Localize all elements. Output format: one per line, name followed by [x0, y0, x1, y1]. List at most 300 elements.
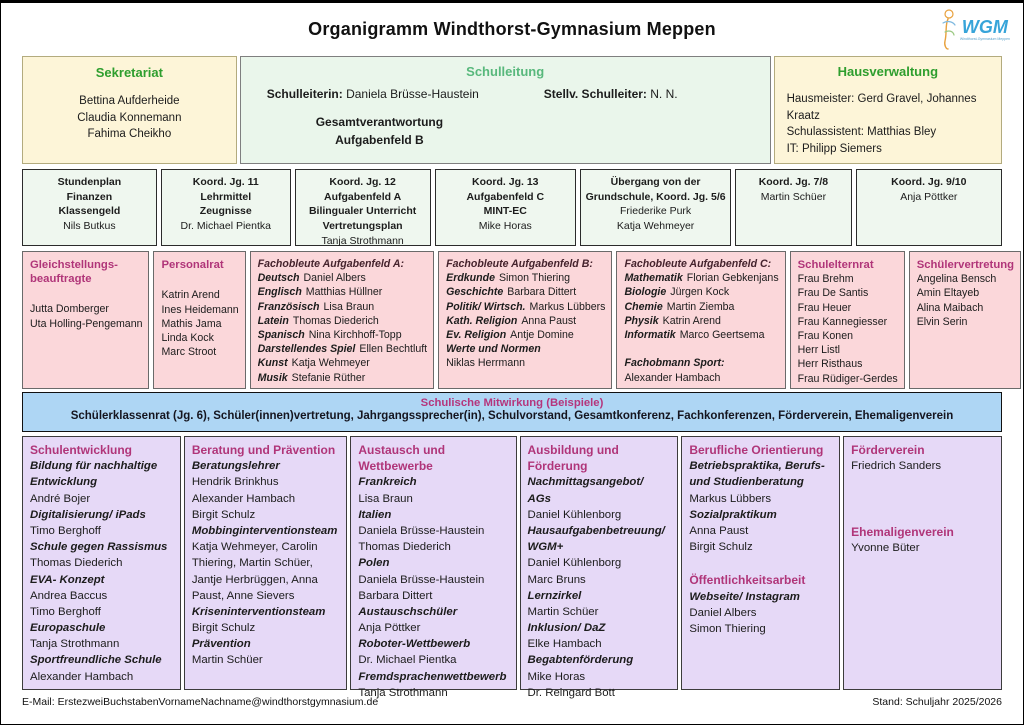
committee-line: [798, 286, 898, 300]
coordinator-names: [23, 219, 156, 234]
working-group-line: [689, 458, 834, 490]
coordinator-name: Mike Horas: [478, 220, 532, 233]
duty-line: Stundenplan: [57, 176, 122, 188]
subject-label: Englisch: [257, 286, 302, 299]
working-group-line: [30, 491, 175, 507]
staff-line: Schulassistent: Matthias Bley: [786, 126, 937, 139]
person-name: Uta Holling-Pengemann: [30, 317, 143, 330]
committee-line: [161, 274, 238, 288]
duty-line: Übergang von der: [610, 176, 701, 188]
working-group-line: [192, 491, 342, 507]
duty-line: Finanzen: [66, 190, 113, 203]
working-group-line: [358, 669, 510, 685]
working-group-block: [192, 442, 342, 669]
mitwirkung-text: Schülerklassenrat (Jg. 6), Schüler(innen)vertretung, Jahrgangssprecher(in), Schulvorstand, Gesamtkonferenz, Fachkonferenzen, Förderverein, Ehemaligenverein: [70, 410, 954, 422]
working-group-blocks: [689, 442, 834, 637]
committee-line: [624, 300, 778, 314]
topic-label: Nachmittagsangebot/ AGs: [527, 476, 644, 505]
working-group-blocks: [192, 442, 342, 669]
sekretariat-names: [23, 93, 236, 143]
schulleiterin-label: Schulleiterin:: [266, 87, 343, 101]
footer-email: E-Mail: ErstezweiBuchstabenVornameNachname@windthorstgymnasium.de: [22, 696, 379, 708]
person-name: Yvonne Büter: [851, 541, 920, 554]
committee-line: [917, 301, 1014, 315]
coordinator-duties: [857, 175, 1001, 190]
working-group-block: [528, 442, 673, 701]
working-group-line: [358, 572, 510, 588]
working-group-title: Schulentwicklung: [30, 443, 133, 457]
working-group-line: [192, 474, 342, 490]
committee-box: [616, 251, 785, 389]
working-group-line: [30, 604, 175, 620]
person-name: Alexander Hambach: [624, 371, 721, 384]
working-group-line: [30, 572, 175, 588]
schulleitung-box: [240, 56, 771, 164]
logo-figure-icon: [936, 8, 960, 52]
person-name: Niklas Herrmann: [446, 357, 526, 370]
schulleitung-title: Schulleitung: [466, 64, 545, 79]
topic-label: Fremdsprachenwettbewerb: [358, 670, 507, 683]
committee-box: [153, 251, 245, 389]
working-group-line: [851, 458, 996, 474]
committee-lines: [624, 271, 778, 385]
coordinator-box: [856, 169, 1002, 246]
person-name: Jürgen Kock: [670, 286, 730, 299]
coordinator-box: [22, 169, 157, 246]
topic-label: Beratungslehrer: [191, 460, 280, 473]
committee-line: [798, 329, 898, 343]
working-group-block: [358, 442, 510, 701]
person-name: Alexander Hambach: [191, 492, 296, 505]
working-group-line: [851, 474, 996, 490]
working-group-lines: [528, 474, 673, 701]
committee-line: [446, 285, 605, 299]
committee-line: [624, 356, 778, 370]
person-name: Daniel Kühlenborg: [527, 557, 622, 570]
working-group-line: [358, 620, 510, 636]
person-name: Antje Domine: [510, 329, 574, 342]
subject-label: Darstellendes Spiel: [257, 343, 356, 356]
committee-line: [258, 342, 427, 356]
working-group-line: [192, 507, 342, 523]
person-name: Marc Bruns: [527, 573, 586, 586]
topic-label: Bildung für nachhaltige Entwicklung: [30, 460, 158, 489]
person-name: André Bojer: [30, 492, 91, 505]
topic-label: Begabtenförderung: [527, 654, 634, 667]
staff-line: Hausmeister: Gerd Gravel, Johannes Kraatz: [786, 93, 977, 122]
working-group-block: [689, 442, 834, 555]
person-name: Amin Eltayeb: [916, 287, 980, 300]
subject-label: Physik: [624, 314, 659, 327]
person-name: Markus Lübbers: [529, 300, 606, 313]
committee-line: [446, 356, 605, 370]
duty-line: Koord. Jg. 12: [329, 176, 396, 188]
working-group-lines: [851, 540, 996, 556]
working-group-line: [358, 523, 510, 539]
duty-line: Koord. Jg. 9/10: [891, 176, 967, 188]
working-group-line: [851, 491, 996, 507]
coordinator-duties: [296, 175, 430, 234]
committee-title: Fachobleute Aufgabenfeld A:: [257, 258, 404, 270]
person-name: Daniel Albers: [303, 272, 366, 285]
working-group-column: [350, 436, 516, 699]
person-name: Florian Gebkenjans: [686, 272, 779, 285]
working-group-block: [30, 442, 175, 685]
person-name: Daniel Albers: [689, 606, 757, 619]
committee-line: [798, 272, 898, 286]
working-group-line: [192, 604, 342, 620]
committee-title: Fachobleute Aufgabenfeld C:: [624, 258, 772, 270]
topic-label: EVA- Konzept: [30, 573, 105, 586]
working-group-line: [358, 588, 510, 604]
person-name: Herr Listl: [797, 344, 841, 357]
committee-line: [624, 371, 778, 385]
person-name: Simon Thiering: [498, 272, 571, 285]
committee-line: [30, 317, 142, 331]
committee-line: [258, 328, 427, 342]
working-group-line: [528, 507, 673, 523]
working-group-title: Austausch und Wettbewerbe: [358, 443, 446, 474]
working-group-blocks: [528, 442, 673, 701]
working-group-line: [528, 652, 673, 668]
committee-line: [258, 371, 427, 385]
person-name: Stefanie Rüther: [291, 371, 366, 384]
subject-label: Chemie: [624, 300, 663, 313]
working-group-line: [689, 605, 834, 621]
topic-label: Inklusion/ DaZ: [527, 622, 606, 635]
committee-line: [446, 328, 605, 342]
staff-name: Fahima Cheikho: [87, 128, 172, 141]
person-name: Andrea Baccus: [30, 589, 108, 602]
mitwirkung-banner: [22, 392, 1002, 432]
committee-line: [624, 314, 778, 328]
working-group-title: Beratung und Prävention: [191, 443, 336, 457]
working-group-line: [689, 589, 834, 605]
coordinator-names: [736, 190, 851, 205]
person-name: Angelina Bensch: [916, 273, 997, 286]
working-group-lines: [689, 589, 834, 638]
coordinator-duties: [581, 175, 730, 204]
working-group-line: [30, 588, 175, 604]
committee-lines: [30, 288, 142, 331]
subject-label: Mathematik: [624, 272, 683, 285]
responsibility-line: Aufgabenfeld B: [335, 133, 424, 147]
duty-line: Koord. Jg. 11: [192, 176, 259, 188]
committee-box: [438, 251, 612, 389]
logo-text: WGM: [961, 17, 1008, 37]
committee-line: [446, 342, 605, 356]
coordinator-name: Dr. Michael Pientka: [180, 220, 271, 233]
subject-label: Kath. Religion: [446, 314, 518, 327]
coordinator-name: Anja Pöttker: [900, 190, 958, 203]
page-title: Organigramm Windthorst-Gymnasium Meppen: [308, 19, 716, 39]
working-group-line: [358, 474, 510, 490]
topic-label: Digitalisierung/ iPads: [30, 508, 146, 521]
working-group-line: [528, 588, 673, 604]
coordinator-box: [580, 169, 731, 246]
coordinator-name: Katja Wehmeyer: [616, 220, 695, 233]
wgm-logo: [936, 8, 1010, 52]
duty-line: MINT-EC: [483, 205, 527, 218]
working-group-line: [358, 507, 510, 523]
duty-line: Aufgabenfeld A: [324, 190, 402, 203]
duty-line: Vertretungsplan: [322, 220, 403, 233]
committee-title: Schulelternrat: [797, 259, 874, 271]
committee-lines: [161, 274, 238, 359]
topic-label: Mobbinginterventionsteam: [191, 524, 338, 537]
working-group-line: [30, 652, 175, 668]
subject-label: Musik: [257, 371, 288, 384]
working-group-line: [528, 620, 673, 636]
working-group-line: [689, 523, 834, 539]
coordinators-row: [22, 169, 1002, 246]
coordinator-box: [295, 169, 431, 246]
coordinator-names: [296, 234, 430, 249]
duty-line: Klassengeld: [58, 205, 121, 218]
working-groups-row: [22, 436, 1002, 699]
person-name: Ellen Bechtluft: [359, 343, 428, 356]
subject-label: Geschichte: [446, 286, 504, 299]
person-name: Katja Wehmeyer, Carolin Thiering, Martin Schüer, Jantje Herbrüggen, Anna Paust, Anne Sievers: [191, 541, 318, 602]
working-group-line: [689, 621, 834, 637]
committee-line: [161, 331, 238, 345]
committee-box: [22, 251, 149, 389]
stellvertreter-label: Stellv. Schulleiter:: [543, 87, 647, 101]
coordinator-names: [581, 204, 730, 233]
working-group-title: Ausbildung und Förderung: [527, 443, 619, 474]
committee-line: [161, 303, 238, 317]
working-group-line: [30, 507, 175, 523]
coordinator-duties: [436, 175, 576, 219]
person-name: Matthias Hüllner: [305, 286, 383, 299]
duty-line: Koord. Jg. 7/8: [758, 176, 829, 188]
sekretariat-box: [22, 56, 237, 164]
person-name: Frau Brehm: [797, 273, 854, 286]
topic-label: Webseite/ Instagram: [689, 590, 800, 603]
committee-line: [798, 343, 898, 357]
working-group-line: [30, 620, 175, 636]
person-name: Daniela Brüsse-Haustein: [358, 524, 485, 537]
staff-name: Bettina Aufderheide: [79, 94, 180, 107]
responsibility-line: Gesamtverantwortung: [315, 115, 444, 129]
person-name: Hendrik Brinkhus: [191, 476, 279, 489]
working-group-line: [30, 636, 175, 652]
person-name: Frau Konen: [797, 329, 853, 342]
working-group-line: [528, 474, 673, 506]
topic-label: Hausaufgabenbetreuung/ WGM+: [527, 524, 665, 554]
committee-box: [790, 251, 905, 389]
person-name: Anja Pöttker: [358, 622, 421, 635]
subject-label: Werte und Normen: [446, 343, 541, 356]
person-name: Ines Heidemann: [161, 303, 239, 316]
person-name: Birgit Schulz: [689, 541, 753, 554]
working-group-line: [192, 458, 342, 474]
person-name: Anna Paust: [521, 314, 577, 327]
person-name: Anna Paust: [689, 524, 749, 537]
committee-title: Fachobleute Aufgabenfeld B:: [446, 258, 593, 270]
topic-label: Italien: [358, 508, 392, 521]
working-group-line: [358, 555, 510, 571]
stellvertreter-name: N. N.: [650, 87, 678, 101]
committee-line: [30, 288, 142, 302]
working-group-lines: [851, 458, 996, 507]
working-group-line: [30, 458, 175, 490]
working-group-line: [851, 540, 996, 556]
person-name: Thomas Diederich: [292, 314, 379, 327]
subject-label: Deutsch: [257, 272, 300, 285]
working-group-line: [528, 523, 673, 555]
duty-line: Bilingualer Unterricht: [308, 205, 417, 218]
working-group-line: [689, 491, 834, 507]
person-name: Birgit Schulz: [191, 508, 256, 521]
person-name: Dr. Reingard Bott: [527, 686, 615, 699]
coordinator-duties: [23, 175, 156, 219]
person-name: Katja Wehmeyer: [291, 357, 370, 370]
topic-label: Polen: [358, 557, 390, 570]
person-name: Herr Risthaus: [797, 358, 863, 371]
footer-date: Stand: Schuljahr 2025/2026: [872, 696, 1002, 708]
committee-box: [909, 251, 1021, 389]
committee-line: [446, 300, 605, 314]
working-group-title: Förderverein: [851, 443, 925, 457]
working-group-line: [528, 572, 673, 588]
person-name: Daniela Brüsse-Haustein: [358, 573, 485, 586]
duty-line: Lehrmittel: [200, 190, 252, 203]
working-group-blocks: [358, 442, 510, 701]
schulleiterin-name: Daniela Brüsse-Haustein: [346, 87, 479, 101]
working-group-line: [192, 620, 342, 636]
person-name: Jutta Domberger: [30, 303, 109, 316]
working-group-block: [689, 572, 834, 637]
person-name: Elvin Serin: [916, 315, 968, 328]
schulleiterin-line: [267, 87, 479, 101]
working-group-column: [843, 436, 1002, 690]
working-group-line: [192, 636, 342, 652]
committee-lines: [258, 271, 427, 385]
committee-line: [161, 345, 238, 359]
committee-line: [798, 301, 898, 315]
person-name: Frau Heuer: [797, 301, 852, 314]
committee-line: [917, 272, 1014, 286]
person-name: Martin Ziemba: [666, 300, 735, 313]
person-name: Lisa Braun: [358, 492, 413, 505]
person-name: Tanja Strothmann: [30, 638, 120, 651]
committee-line: [446, 314, 605, 328]
working-group-line: [528, 604, 673, 620]
working-group-line: [358, 685, 510, 701]
stellvertreter-line: [544, 87, 678, 101]
working-group-lines: [689, 458, 834, 555]
person-name: Frau Rüdiger-Gerdes: [797, 372, 898, 385]
working-group-lines: [358, 474, 510, 701]
committee-line: [624, 271, 778, 285]
working-group-line: [192, 539, 342, 604]
person-name: Daniel Kühlenborg: [527, 508, 622, 521]
coordinator-box: [161, 169, 291, 246]
person-name: Martin Schüer: [191, 654, 263, 667]
coordinator-name: Nils Butkus: [63, 220, 116, 233]
committee-lines: [917, 272, 1014, 329]
working-group-column: [22, 436, 181, 690]
working-group-title: Öffentlichkeitsarbeit: [689, 573, 806, 588]
topic-label: Kriseninterventionsteam: [191, 605, 326, 618]
subject-label: Biologie: [624, 286, 667, 299]
topic-label: Frankreich: [358, 476, 417, 489]
committee-title: Personalrat: [161, 259, 224, 271]
coordinator-names: [436, 219, 576, 234]
person-name: Frau De Santis: [797, 287, 869, 300]
working-group-line: [192, 523, 342, 539]
coordinator-name: Martin Schüer: [760, 190, 827, 203]
coordinator-duties: [162, 175, 290, 219]
topic-label: Betriebspraktika, Berufs- und Studienberatung: [689, 460, 825, 489]
person-name: Elke Hambach: [527, 638, 602, 651]
person-name: Timo Berghoff: [30, 605, 101, 618]
committee-line: [258, 285, 427, 299]
person-name: Simon Thiering: [689, 622, 766, 635]
working-group-line: [358, 604, 510, 620]
working-group-column: [681, 436, 840, 690]
hausverwaltung-box: [774, 56, 1002, 164]
subject-label: Latein: [257, 314, 289, 327]
working-group-line: [528, 555, 673, 571]
subject-label: Informatik: [624, 329, 676, 342]
sekretariat-title: Sekretariat: [95, 65, 163, 80]
committee-line: [446, 271, 605, 285]
committee-line: [917, 286, 1014, 300]
person-name: Katrin Arend: [161, 289, 220, 302]
working-group-line: [30, 555, 175, 571]
person-name: Frau Kannegiesser: [797, 315, 888, 328]
person-name: Birgit Schulz: [191, 622, 256, 635]
working-group-column: [520, 436, 679, 699]
staff-name: Claudia Konnemann: [77, 111, 182, 124]
working-group-line: [528, 636, 673, 652]
duty-line: Zeugnisse: [199, 205, 252, 218]
working-group-blocks: [30, 442, 175, 685]
committee-line: [798, 315, 898, 329]
subject-label: Spanisch: [257, 329, 305, 342]
topic-label: Prävention: [191, 638, 251, 651]
leadership-row: [22, 56, 1002, 164]
working-group-blocks: [851, 442, 996, 556]
duty-line: Grundschule, Koord. Jg. 5/6: [585, 190, 726, 203]
person-name: Alexander Hambach: [30, 670, 134, 683]
working-group-block: [851, 524, 996, 556]
committee-line: [258, 271, 427, 285]
schulleitung-responsibility: [316, 113, 443, 149]
working-group-line: [358, 636, 510, 652]
working-group-lines: [30, 458, 175, 685]
committee-line: [258, 356, 427, 370]
committee-lines: [446, 271, 605, 370]
person-name: Lisa Braun: [323, 300, 375, 313]
person-name: Mike Horas: [527, 670, 586, 683]
committee-line: [624, 328, 778, 342]
working-group-line: [528, 669, 673, 685]
subject-label: Fachobmann Sport:: [624, 357, 725, 370]
person-name: Friedrich Sanders: [851, 460, 942, 473]
coordinator-name: Friederike Purk: [619, 205, 692, 218]
coordinator-name: Tanja Strothmann: [321, 234, 404, 247]
person-name: Thomas Diederich: [30, 557, 123, 570]
working-group-lines: [192, 458, 342, 668]
working-group-block: [851, 442, 996, 507]
person-name: Martin Schüer: [527, 605, 599, 618]
committee-line: [258, 300, 427, 314]
staff-line: IT: Philipp Siemers: [786, 143, 882, 156]
working-group-line: [689, 507, 834, 523]
